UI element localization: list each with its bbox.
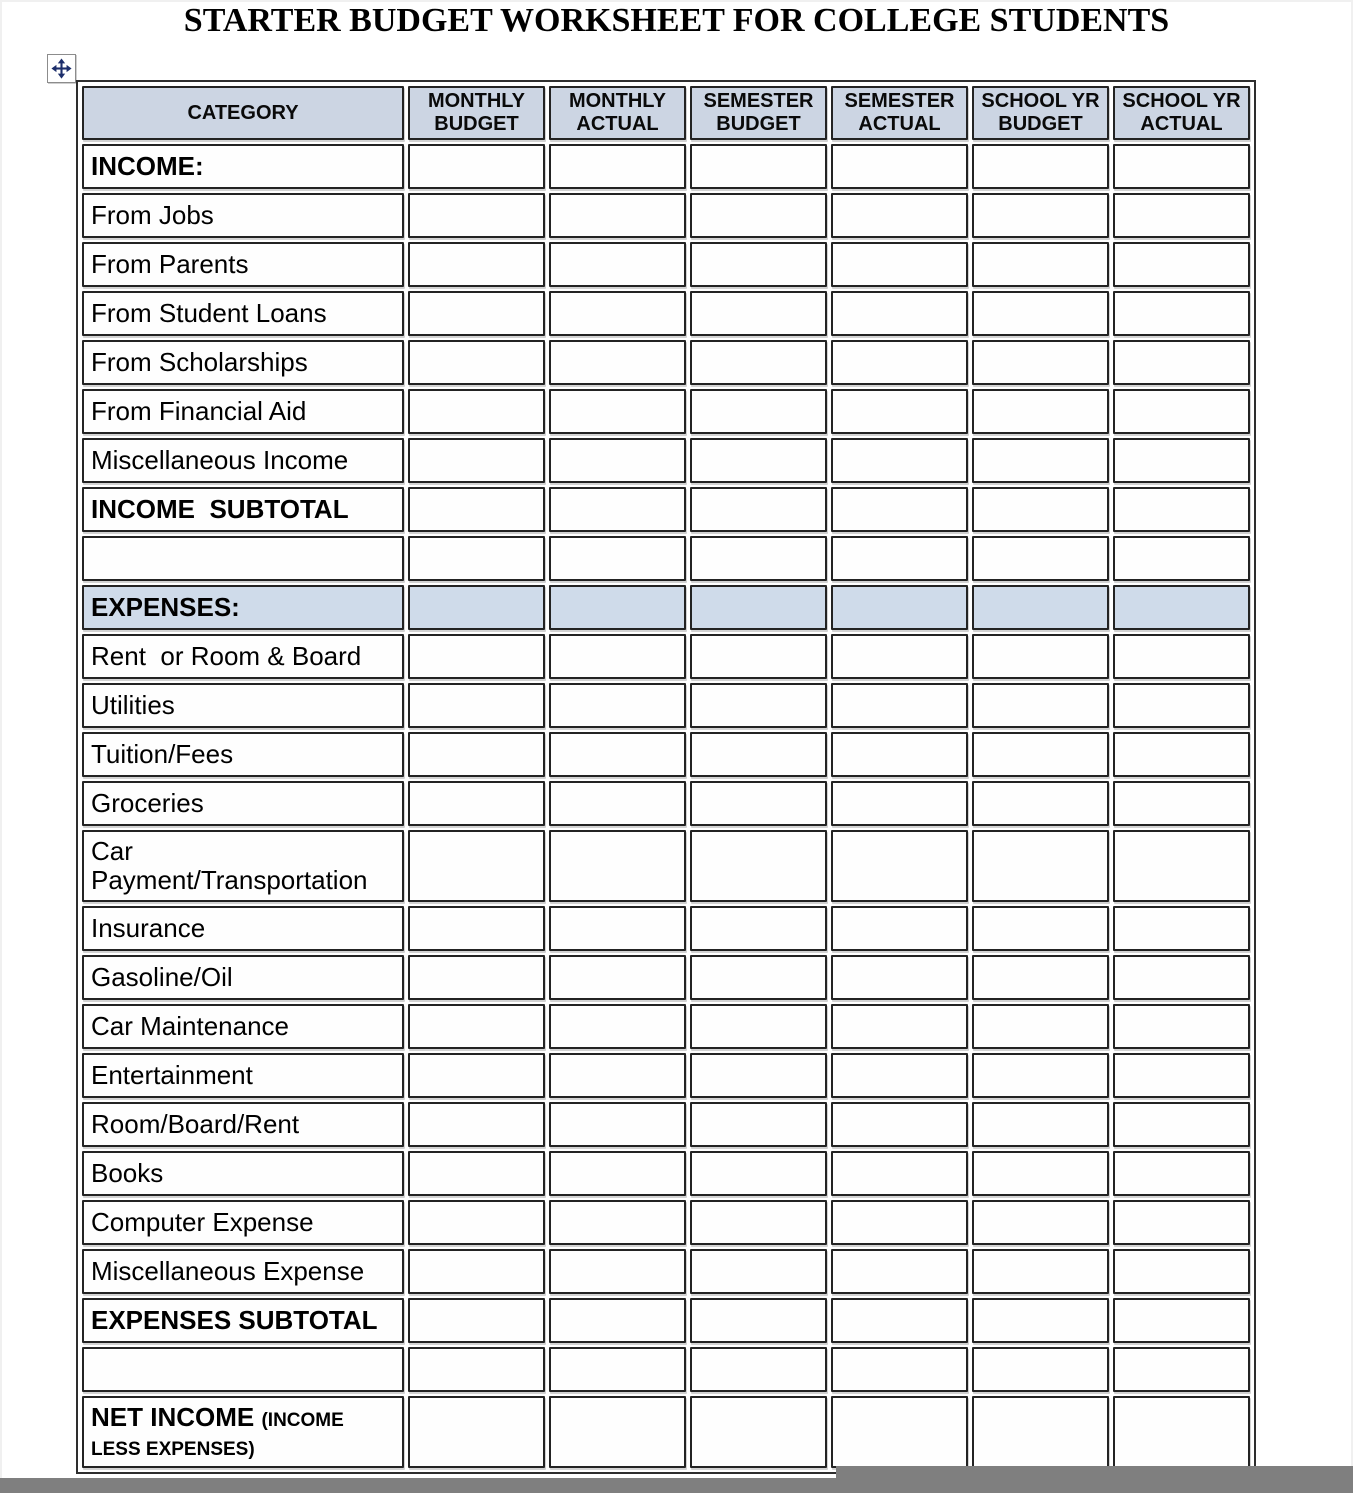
value-cell[interactable] [408,781,545,826]
column-header: SEMESTER BUDGET [690,86,827,140]
table-row [82,1347,1250,1392]
value-cell[interactable] [408,1298,545,1343]
table-row [82,1298,1250,1343]
value-cell[interactable] [549,487,686,532]
value-cell[interactable] [408,732,545,777]
value-cell[interactable] [1113,955,1250,1000]
value-cell[interactable] [690,1298,827,1343]
value-cell[interactable] [1113,1053,1250,1098]
value-cell[interactable] [408,1200,545,1245]
category-cell: EXPENSES SUBTOTAL [82,1298,404,1343]
value-cell[interactable] [831,781,968,826]
table-row [82,242,1250,287]
value-cell[interactable] [1113,242,1250,287]
category-cell: Room/Board/Rent [82,1102,404,1147]
value-cell[interactable] [831,1249,968,1294]
value-cell[interactable] [1113,389,1250,434]
table-row [82,438,1250,483]
table-row [82,1004,1250,1049]
value-cell[interactable] [831,144,968,189]
value-cell[interactable] [408,683,545,728]
value-cell[interactable] [690,1151,827,1196]
table-row [82,536,1250,581]
value-cell[interactable] [408,585,545,630]
category-cell: From Student Loans [82,291,404,336]
value-cell[interactable] [1113,1200,1250,1245]
category-cell: Miscellaneous Expense [82,1249,404,1294]
value-cell[interactable] [972,193,1109,238]
value-cell[interactable] [549,781,686,826]
table-row [82,291,1250,336]
value-cell[interactable] [1113,487,1250,532]
value-cell[interactable] [831,634,968,679]
value-cell[interactable] [408,906,545,951]
value-cell[interactable] [408,487,545,532]
value-cell[interactable] [549,1053,686,1098]
table-row [82,585,1250,630]
table-row [82,340,1250,385]
value-cell[interactable] [972,242,1109,287]
value-cell[interactable] [972,585,1109,630]
category-cell: Utilities [82,683,404,728]
table-row [82,781,1250,826]
value-cell[interactable] [972,732,1109,777]
table-row [82,955,1250,1000]
value-cell[interactable] [549,634,686,679]
value-cell[interactable] [972,781,1109,826]
value-cell[interactable] [831,291,968,336]
value-cell[interactable] [549,438,686,483]
value-cell[interactable] [972,1004,1109,1049]
value-cell[interactable] [690,634,827,679]
table-row [82,1396,1250,1468]
table-row [82,193,1250,238]
value-cell[interactable] [1113,1249,1250,1294]
value-cell[interactable] [831,1298,968,1343]
value-cell[interactable] [972,1347,1109,1392]
value-cell[interactable] [831,242,968,287]
value-cell[interactable] [690,389,827,434]
value-cell[interactable] [831,438,968,483]
value-cell[interactable] [972,340,1109,385]
value-cell[interactable] [831,955,968,1000]
value-cell[interactable] [549,1102,686,1147]
horizontal-scrollbar-right-segment[interactable] [836,1466,1353,1493]
table-row [82,683,1250,728]
value-cell[interactable] [1113,683,1250,728]
value-cell[interactable] [549,242,686,287]
value-cell[interactable] [408,242,545,287]
table-row [82,1053,1250,1098]
column-header: MONTHLY ACTUAL [549,86,686,140]
value-cell[interactable] [690,1102,827,1147]
value-cell[interactable] [408,438,545,483]
category-cell: Insurance [82,906,404,951]
value-cell[interactable] [408,1102,545,1147]
value-cell[interactable] [1113,438,1250,483]
value-cell[interactable] [831,1151,968,1196]
table-row [82,1200,1250,1245]
column-header-category: CATEGORY [82,86,404,140]
table-row [82,389,1250,434]
category-cell: From Financial Aid [82,389,404,434]
category-cell: From Parents [82,242,404,287]
category-cell: Miscellaneous Income [82,438,404,483]
value-cell[interactable] [831,683,968,728]
category-cell: Computer Expense [82,1200,404,1245]
column-header: MONTHLY BUDGET [408,86,545,140]
budget-table [76,80,1256,1474]
value-cell[interactable] [972,1053,1109,1098]
value-cell[interactable] [549,1249,686,1294]
value-cell[interactable] [1113,1396,1250,1468]
value-cell[interactable] [972,634,1109,679]
value-cell[interactable] [972,291,1109,336]
value-cell[interactable] [690,438,827,483]
category-cell: INCOME SUBTOTAL [82,487,404,532]
value-cell[interactable] [831,1396,968,1468]
value-cell[interactable] [1113,340,1250,385]
value-cell[interactable] [1113,1004,1250,1049]
value-cell[interactable] [972,683,1109,728]
table-row [82,906,1250,951]
value-cell[interactable] [1113,585,1250,630]
value-cell[interactable] [690,242,827,287]
value-cell[interactable] [549,906,686,951]
value-cell[interactable] [1113,1347,1250,1392]
table-row [82,1249,1250,1294]
value-cell[interactable] [1113,634,1250,679]
value-cell[interactable] [549,1004,686,1049]
value-cell[interactable] [831,389,968,434]
category-cell: Car Maintenance [82,1004,404,1049]
value-cell[interactable] [972,955,1109,1000]
category-cell: INCOME: [82,144,404,189]
value-cell[interactable] [1113,732,1250,777]
value-cell[interactable] [831,1347,968,1392]
value-cell[interactable] [408,193,545,238]
table-row [82,1102,1250,1147]
table-row [82,144,1250,189]
value-cell[interactable] [690,291,827,336]
value-cell[interactable] [972,1151,1109,1196]
net-income-sublabel: (INCOME LESS EXPENSES) [91,1410,350,1460]
value-cell[interactable] [972,487,1109,532]
value-cell[interactable] [690,1249,827,1294]
table-row [82,634,1250,679]
value-cell[interactable] [972,389,1109,434]
value-cell[interactable] [549,683,686,728]
table-row [82,487,1250,532]
value-cell[interactable] [972,536,1109,581]
table-row [82,830,1250,902]
value-cell[interactable] [690,955,827,1000]
move-icon [51,58,72,79]
category-cell: Books [82,1151,404,1196]
value-cell[interactable] [549,291,686,336]
value-cell[interactable] [1113,906,1250,951]
category-cell: Rent or Room & Board [82,634,404,679]
page-title: STARTER BUDGET WORKSHEET FOR COLLEGE STUDENTS [183,2,1170,39]
category-cell: From Jobs [82,193,404,238]
value-cell[interactable] [549,1396,686,1468]
value-cell[interactable] [408,1004,545,1049]
value-cell[interactable] [549,144,686,189]
value-cell[interactable] [549,1298,686,1343]
category-cell: EXPENSES: [82,585,404,630]
value-cell[interactable] [408,955,545,1000]
value-cell[interactable] [549,1151,686,1196]
value-cell[interactable] [690,585,827,630]
value-cell[interactable] [690,683,827,728]
value-cell[interactable] [831,193,968,238]
category-cell [82,536,404,581]
value-cell[interactable] [831,340,968,385]
value-cell[interactable] [549,1347,686,1392]
value-cell[interactable] [408,144,545,189]
value-cell[interactable] [408,1151,545,1196]
value-cell[interactable] [1113,193,1250,238]
value-cell[interactable] [690,1396,827,1468]
value-cell[interactable] [549,1200,686,1245]
value-cell[interactable] [831,1053,968,1098]
value-cell[interactable] [972,438,1109,483]
value-cell[interactable] [549,732,686,777]
value-cell[interactable] [690,906,827,951]
value-cell[interactable] [690,1004,827,1049]
value-cell[interactable] [831,1200,968,1245]
category-cell [82,1347,404,1392]
category-cell [82,1396,404,1468]
value-cell[interactable] [831,830,968,902]
value-cell[interactable] [690,193,827,238]
category-cell: Groceries [82,781,404,826]
value-cell[interactable] [408,1396,545,1468]
category-cell: Tuition/Fees [82,732,404,777]
value-cell[interactable] [690,340,827,385]
value-cell[interactable] [972,144,1109,189]
value-cell[interactable] [831,585,968,630]
value-cell[interactable] [972,1298,1109,1343]
value-cell[interactable] [690,830,827,902]
column-header: SEMESTER ACTUAL [831,86,968,140]
value-cell[interactable] [408,830,545,902]
column-header: SCHOOL YR BUDGET [972,86,1109,140]
category-cell: Car Payment/Transportation [82,830,404,902]
value-cell[interactable] [972,830,1109,902]
value-cell[interactable] [690,781,827,826]
value-cell[interactable] [972,1396,1109,1468]
value-cell[interactable] [1113,1298,1250,1343]
value-cell[interactable] [408,340,545,385]
value-cell[interactable] [1113,536,1250,581]
category-cell: Gasoline/Oil [82,955,404,1000]
value-cell[interactable] [831,906,968,951]
value-cell[interactable] [1113,1102,1250,1147]
value-cell[interactable] [690,1347,827,1392]
value-cell[interactable] [408,1053,545,1098]
value-cell[interactable] [408,634,545,679]
value-cell[interactable] [972,1249,1109,1294]
value-cell[interactable] [408,291,545,336]
value-cell[interactable] [1113,144,1250,189]
value-cell[interactable] [549,830,686,902]
value-cell[interactable] [690,144,827,189]
value-cell[interactable] [972,906,1109,951]
table-row [82,732,1250,777]
value-cell[interactable] [831,1102,968,1147]
table-row [82,1151,1250,1196]
value-cell[interactable] [549,536,686,581]
value-cell[interactable] [831,1004,968,1049]
header-row [82,86,1250,140]
value-cell[interactable] [1113,1151,1250,1196]
category-cell: Entertainment [82,1053,404,1098]
table-move-handle[interactable] [47,54,76,83]
category-cell: From Scholarships [82,340,404,385]
column-header: SCHOOL YR ACTUAL [1113,86,1250,140]
value-cell[interactable] [690,536,827,581]
value-cell[interactable] [972,1200,1109,1245]
value-cell[interactable] [1113,781,1250,826]
value-cell[interactable] [1113,291,1250,336]
value-cell[interactable] [408,536,545,581]
value-cell[interactable] [831,487,968,532]
value-cell[interactable] [408,389,545,434]
value-cell[interactable] [549,585,686,630]
value-cell[interactable] [549,389,686,434]
value-cell[interactable] [1113,830,1250,902]
value-cell[interactable] [690,487,827,532]
value-cell[interactable] [972,1102,1109,1147]
value-cell[interactable] [549,955,686,1000]
value-cell[interactable] [831,732,968,777]
value-cell[interactable] [690,1053,827,1098]
value-cell[interactable] [408,1249,545,1294]
value-cell[interactable] [690,732,827,777]
net-income-label: NET INCOME [91,1402,255,1433]
value-cell[interactable] [690,1200,827,1245]
value-cell[interactable] [549,340,686,385]
value-cell[interactable] [831,536,968,581]
value-cell[interactable] [408,1347,545,1392]
value-cell[interactable] [549,193,686,238]
